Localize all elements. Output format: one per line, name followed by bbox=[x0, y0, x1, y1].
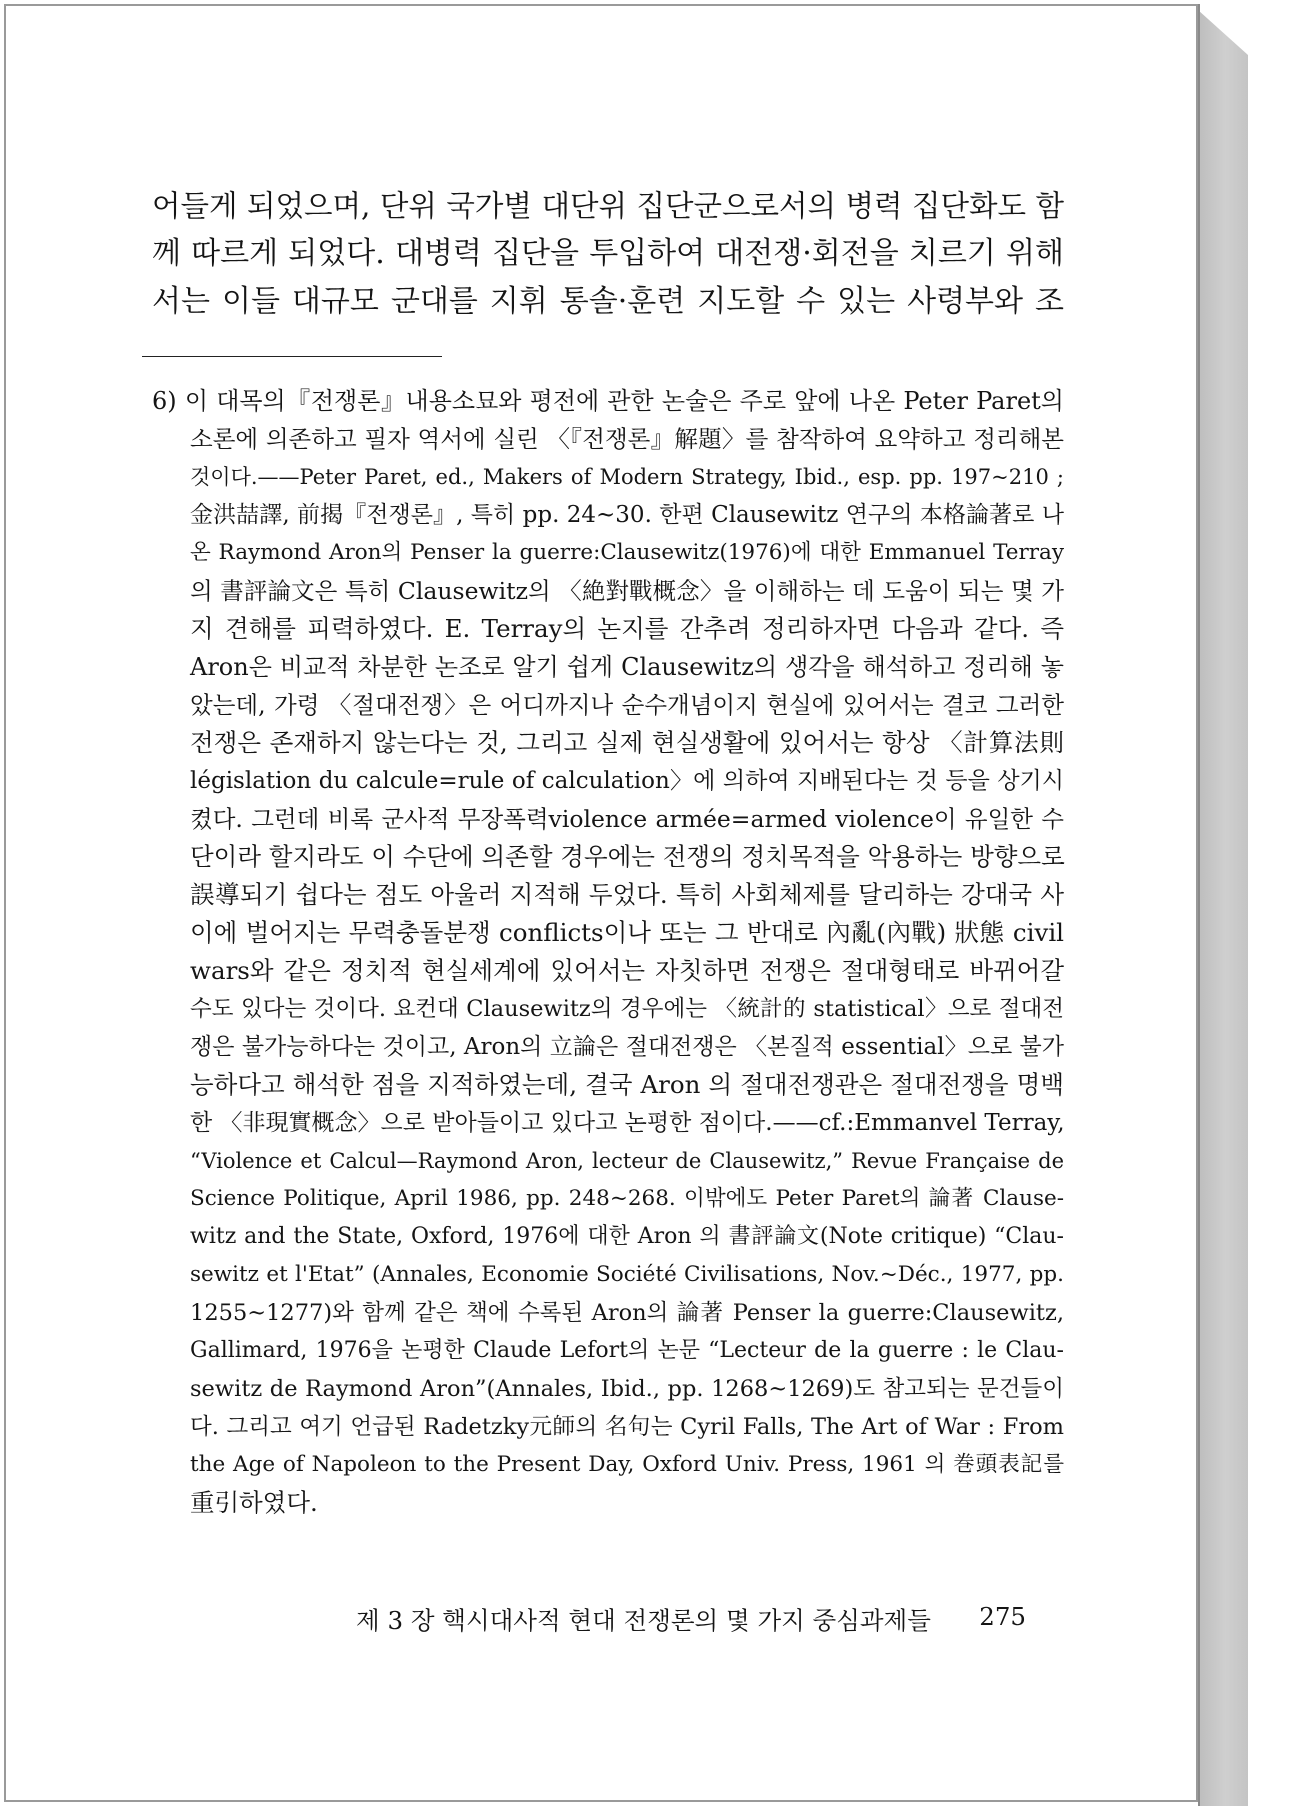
footnote-line: witz and the State, Oxford, 1976에 대한 Aron 의 書評論文(Note critique) “Clau- bbox=[190, 1224, 1064, 1249]
body-paragraph bbox=[152, 182, 1064, 326]
footnote-line: 6) 이 대목의『전쟁론』내용소묘와 평전에 관한 논술은 주로 앞에 나온 Peter Paret의 bbox=[152, 387, 1064, 415]
footnote-line: wars와 같은 정치적 현실세계에 있어서는 자칫하면 전쟁은 절대형태로 바뀌어갈 bbox=[190, 956, 1064, 985]
footnote-line: 았는데, 가령 〈절대전쟁〉은 어디까지나 순수개념이지 현실에 있어서는 결코 그러한 bbox=[190, 691, 1064, 719]
body-line: 어들게 되었으며, 단위 국가별 대단위 집단군으로서의 병력 집단화도 함 bbox=[152, 189, 1064, 223]
footnote-line: 다. 그리고 여기 언급된 Radetzky元師의 名句는 Cyril Falls, The Art of War : From bbox=[190, 1414, 1064, 1440]
footnote-line: Aron은 비교적 차분한 논조로 알기 쉽게 Clausewitz의 생각을 해석하고 정리해 놓 bbox=[190, 653, 1064, 681]
footnote-separator bbox=[142, 356, 442, 357]
footnote-line: 지 견해를 피력하였다. E. Terray의 논지를 간추려 정리하자면 다음과 같다. 즉 bbox=[190, 614, 1064, 643]
footnote-line: 1255~1277)와 함께 같은 책에 수록된 Aron의 論著 Penser la guerre:Clausewitz, bbox=[190, 1300, 1064, 1326]
footnote-line: the Age of Napoleon to the Present Day, Oxford Univ. Press, 1961 의 巻頭表記를 bbox=[190, 1452, 1064, 1477]
footnote-line: 誤導되기 쉽다는 점도 아울러 지적해 두었다. 특히 사회체제를 달리하는 강대국 사 bbox=[190, 880, 1064, 909]
body-line: 서는 이들 대규모 군대를 지휘 통솔·훈련 지도할 수 있는 사령부와 조 bbox=[152, 284, 1064, 319]
footnote-line: 능하다고 해석한 점을 지적하였는데, 결국 Aron 의 절대전쟁관은 절대전쟁을 명백 bbox=[190, 1070, 1064, 1099]
running-footer bbox=[356, 1602, 1026, 1637]
footnote-line: 의 書評論文은 특히 Clausewitz의 〈絶對戰概念〉을 이해하는 데 도움이 되는 몇 가 bbox=[190, 577, 1064, 605]
footnote-line: sewitz de Raymond Aron”(Annales, Ibid., pp. 1268~1269)도 참고되는 문건들이 bbox=[190, 1376, 1064, 1402]
footnote-line: 소론에 의존하고 필자 역서에 실린 〈『전쟁론』解題〉를 참작하여 요약하고 정리해본 bbox=[190, 425, 1064, 453]
page-number: 275 bbox=[979, 1602, 1026, 1631]
footnote-line: 이에 벌어지는 무력충돌분쟁 conflicts이나 또는 그 반대로 內亂(內戰) 狀態 civil bbox=[190, 918, 1064, 947]
footnote-line: 重引하였다. bbox=[190, 1488, 318, 1517]
footnote-line: législation du calcule=rule of calculation〉에 의하여 지배된다는 것 등을 상기시 bbox=[190, 768, 1064, 794]
footnote-line: 金洪喆譯, 前揭『전쟁론』, 특히 pp. 24~30. 한편 Clausewitz 연구의 本格論著로 나 bbox=[190, 502, 1064, 528]
footnote-line: 켰다. 그런데 비록 군사적 무장폭력violence armée=armed violence이 유일한 수 bbox=[190, 805, 1064, 833]
footnote-line: 수도 있다는 것이다. 요컨대 Clausewitz의 경우에는 〈統計的 statistical〉으로 절대전 bbox=[190, 996, 1064, 1022]
footnote-line: Gallimard, 1976을 논평한 Claude Lefort의 논문 “Lecteur de la guerre : le Clau- bbox=[190, 1338, 1064, 1363]
footnote-line: 단이라 할지라도 이 수단에 의존할 경우에는 전쟁의 정치목적을 악용하는 방향으로 bbox=[190, 842, 1065, 871]
footnote-line: Science Politique, April 1986, pp. 248~268. 이밖에도 Peter Paret의 論著 Clause- bbox=[190, 1186, 1064, 1211]
footnote-line: sewitz et l'Etat” (Annales, Economie Société Civilisations, Nov.~Déc., 1977, pp. bbox=[190, 1262, 1064, 1287]
page-edge-stack bbox=[1198, 10, 1248, 1806]
page-edge-line bbox=[1198, 4, 1200, 1806]
body-line: 께 따르게 되었다. 대병력 집단을 투입하여 대전쟁·회전을 치르기 위해 bbox=[152, 236, 1064, 271]
footnote-line: 것이다.——Peter Paret, ed., Makers of Modern Strategy, Ibid., esp. pp. 197~210 ; bbox=[190, 465, 1064, 489]
footnote-line: 전쟁은 존재하지 않는다는 것, 그리고 실제 현실생활에 있어서는 항상 〈計算法則 bbox=[190, 728, 1064, 757]
footnote-line: 쟁은 불가능하다는 것이고, Aron의 立論은 절대전쟁은 〈본질적 essential〉으로 불가 bbox=[190, 1034, 1064, 1060]
footnote-line: “Violence et Calcul—Raymond Aron, lecteur de Clausewitz,” Revue Française de bbox=[190, 1149, 1064, 1173]
footnote-line: 한 〈非現實概念〉으로 받아들이고 있다고 논평한 점이다.——cf.:Emmanvel Terray, bbox=[190, 1110, 1065, 1136]
chapter-title: 제 3 장 핵시대사적 현대 전쟁론의 몇 가지 중심과제들 bbox=[356, 1606, 931, 1635]
footnote-line: 온 Raymond Aron의 Penser la guerre:Clausewitz(1976)에 대한 Emmanuel Terray bbox=[190, 540, 1064, 565]
footnote bbox=[152, 382, 1064, 1522]
